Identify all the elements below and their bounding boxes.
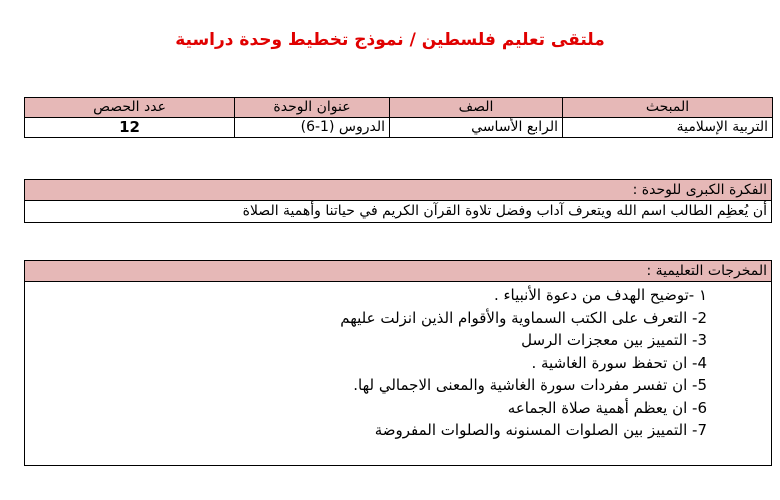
big-idea-text: أن يُعظِم الطالب اسم الله ويتعرف آداب وفضل تلاوة القرآن الكريم في حياتنا وأهمية الصلاة [242,203,767,219]
info-values-row [25,118,773,138]
grade-value: الرابع الأساسي [390,118,563,138]
learning-outcomes-label: المخرجات التعليمية : [25,261,771,282]
outcome-item: ١ -توضيح الهدف من دعوة الأنبياء . [493,286,707,304]
unit-title-header: عنوان الوحدة [235,98,390,118]
outcome-item: 2- التعرف على الكتب السماوية والأقوام الذين انزلت عليهم [340,308,707,327]
periods-value: 12 [25,118,235,138]
outcome-item: 4- ان تحفظ سورة الغاشية . [531,353,707,372]
unit-title-value: الدروس (1-6) [235,118,390,138]
outcome-item: 7- التمييز بين الصلوات المسنونه والصلوات المفروضة [374,421,707,439]
page-title: ملتقى تعليم فلسطين / نموذج تخطيط وحدة دراسية [175,30,605,50]
learning-outcomes-list [25,284,771,442]
outcome-item: 5- ان تفسر مفردات سورة الغاشية والمعنى الاجمالي لها. [353,376,707,394]
subject-value: التربية الإسلامية [563,118,773,138]
info-header-row [25,98,773,118]
outcome-item: 3- التمييز بين معجزات الرسل [521,331,707,349]
periods-header: عدد الحصص [25,98,235,118]
big-idea-label: الفكرة الكبرى للوحدة : [25,180,771,201]
outcome-item: 6- ان يعظم أهمية صلاة الجماعه [507,398,707,417]
grade-header: الصف [390,98,563,118]
big-idea-box [24,179,772,223]
subject-header: المبحث [563,98,773,118]
learning-outcomes-box [24,260,772,466]
unit-info-table [24,97,773,138]
